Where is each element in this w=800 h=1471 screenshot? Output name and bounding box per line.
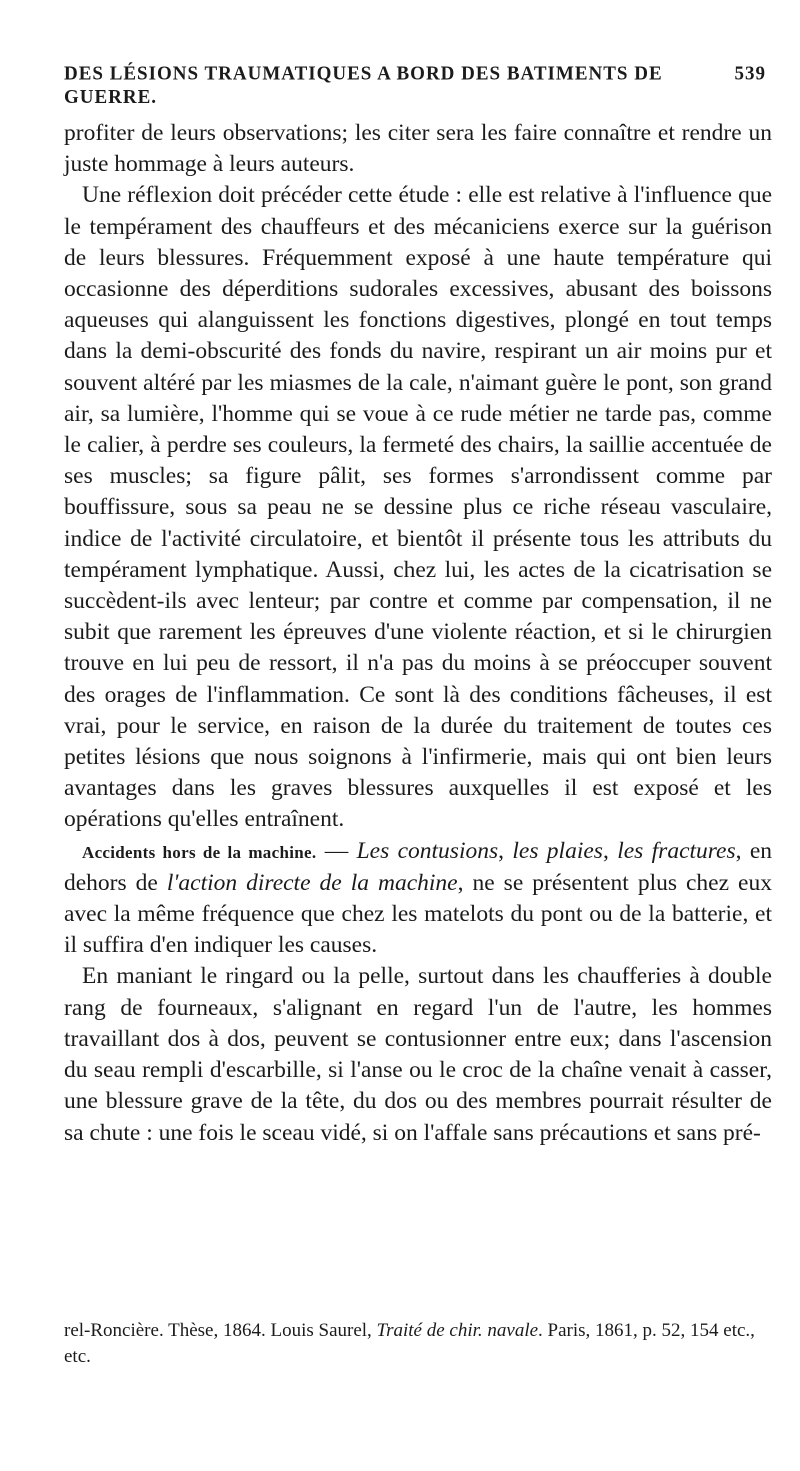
p3-italic-2: les plaies [512,837,603,864]
paragraph-2: Une réflexion doit précéder cette étude : elle est relative à l'influence que le tempérament des chauffeurs et des mécaniciens exerce sur la guérison de leurs blessures. Fréquemment exposé à une haute température qui occasionne des déperditions sudorales excessives, abusant des boissons aqueuses qui alanguissent les fonctions digestives, plongé en tout temps dans la demi-obscurité des fonds du navire, respirant un air moins pur et souvent altéré par les miasmes de la cale, n'aimant guère le pont, son grand air, sa lumière, l'homme qui se voue à ce rude métier ne tarde pas, comme le calier, à perdre ses couleurs, la fermeté des chairs, la saillie accentuée de ses muscles; sa figure pâlit, ses formes s'arrondissent comme par bouffissure, sous sa peau ne se dessine plus ce riche réseau vasculaire, indice de l'activité circulatoire, et bientôt il présente tous les attributs du tempérament lymphatique. Aussi, chez lui, les actes de la cicatrisation se succèdent-ils avec lenteur; par contre et comme par compensation, il ne subit que rarement les épreuves d'une violente réaction, et si le chirurgien trouve en lui peu de ressort, il n'a pas du moins à se préoccuper souvent des orages de l'inflammation. Ce sont là des conditions fâcheuses, il est vrai, pour le service, en raison de la durée du traitement de toutes ces petites lésions que nous soignons à l'infirmerie, mais qui ont bien leurs avantages dans les graves blessures auxquelles il est exposé et les opérations qu'elles entraînent. [64,182,772,833]
body-text [64,118,772,1149]
p3-comma-2: , [602,837,618,864]
section-heading: Accidents hors de la machine. [82,842,317,862]
footnote-text-1: rel-Roncière. Thèse, 1864. Louis Saurel, [64,1320,377,1341]
running-head [64,63,772,109]
page-number: 539 [734,62,766,85]
footnote [64,1318,772,1370]
p3-italic-4: l'action directe de la machine [166,869,458,896]
p3-text-2: , ne se présentent plus chez eux avec la même fréquence que chez les matelots du pont ou de la batterie, et il suffira d'en indiquer les causes. [64,869,772,959]
p3-italic-3: les fractures [617,837,736,864]
p3-comma-1: , [498,837,513,864]
p3-italic-1: Les contusions [356,837,499,864]
running-title: DES LÉSIONS TRAUMATIQUES A BORD DES BATIMENTS DE GUERRE. [64,62,663,109]
paragraph-1: profiter de leurs observations; les citer sera les faire connaître et rendre un juste hommage à leurs auteurs. [64,120,772,178]
p3-text-1: , en dehors de [64,837,773,896]
paragraph-4: En maniant le ringard ou la pelle, surtout dans les chaufferies à double rang de fourneaux, s'alignant en regard l'un de l'autre, les hommes travaillant dos à dos, peuvent se contusionner entre eux; dans l'ascension du seau rempli d'escarbille, si l'anse ou le croc de la chaîne venait à casser, une blessure grave de la tête, du dos ou des membres pourrait résulter de sa chute : une fois le sceau vidé, si on l'affale sans précautions et sans pré- [64,963,772,1146]
footnote-text-2: . Paris, 1861, p. 52, 154 etc., etc. [64,1320,755,1367]
footnote-book-title: Traité de chir. navale [376,1320,539,1341]
paragraph-3 [64,836,772,962]
p3-dash: — [316,837,357,864]
